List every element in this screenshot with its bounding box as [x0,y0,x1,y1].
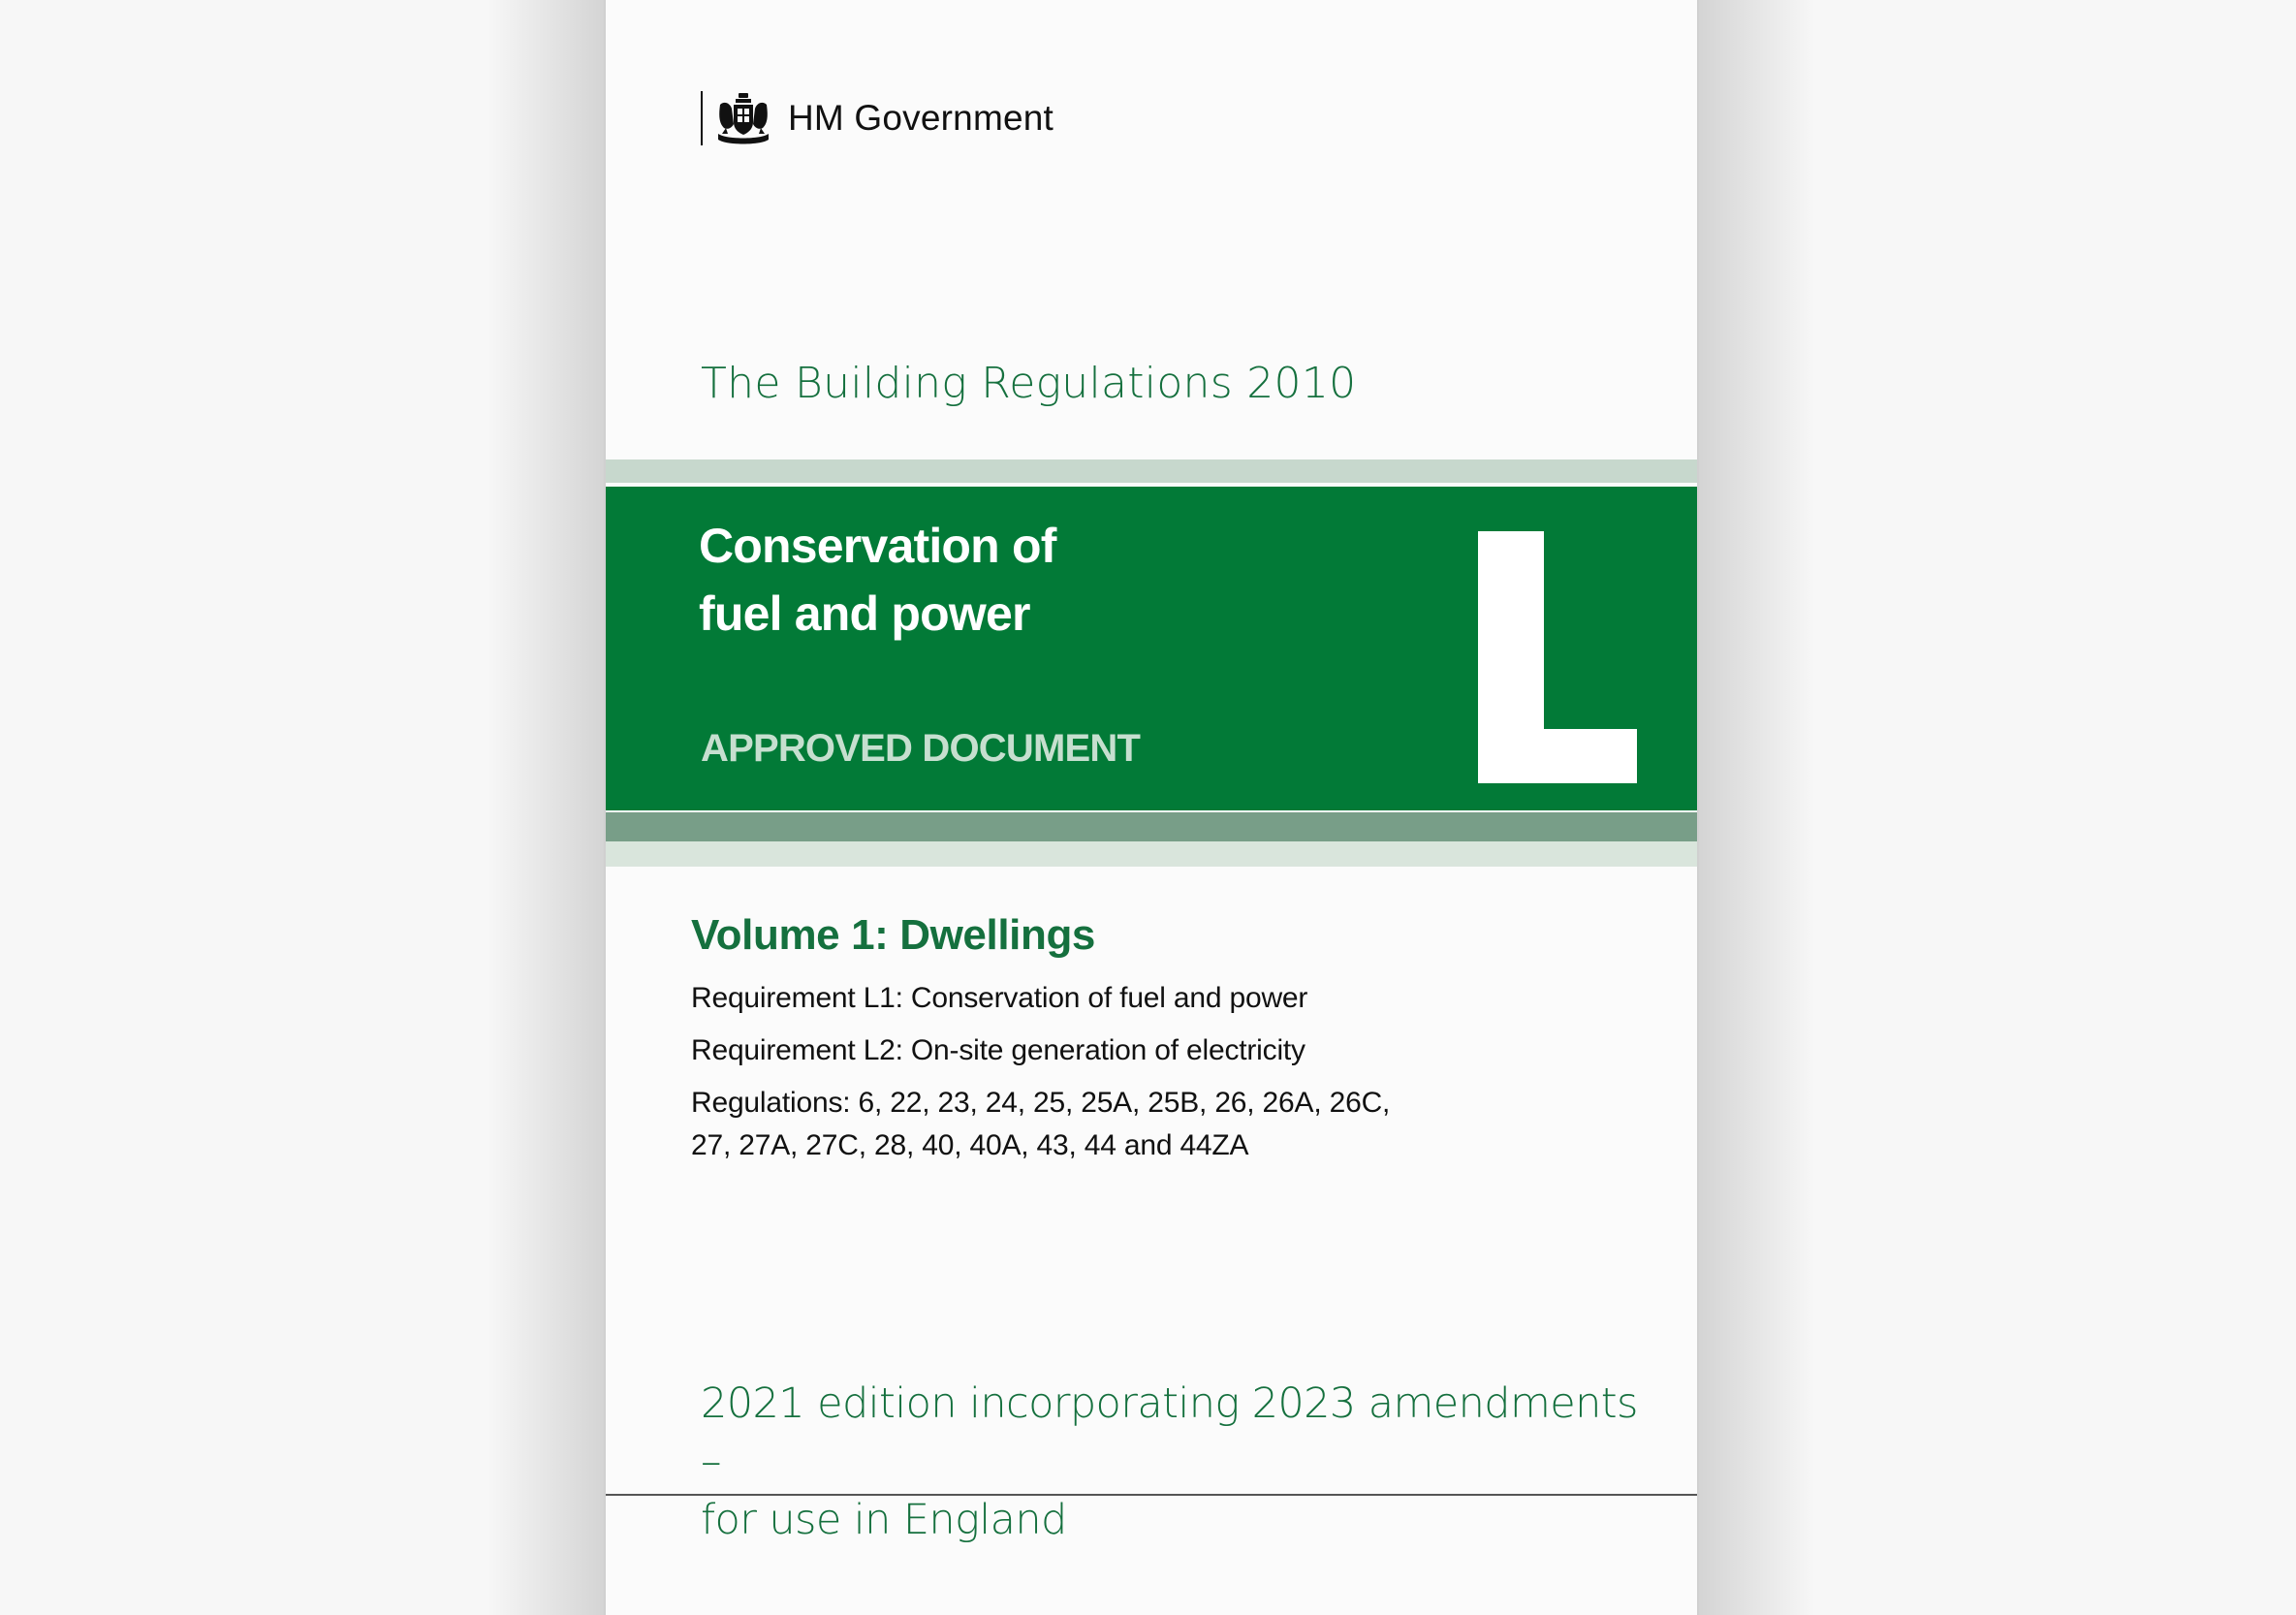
series-title: The Building Regulations 2010 [701,359,1357,408]
bottom-divider [606,1494,1697,1496]
part-letter-mark [1478,531,1637,783]
part-title [699,512,1056,648]
part-title-line: Conservation of [699,519,1056,573]
band-stripe-dark [606,812,1697,841]
band-stripe-top [606,459,1697,483]
document-type: APPROVED DOCUMENT [701,727,1141,770]
edition-line: for use in England [701,1496,1067,1544]
document-cover [604,0,1699,1615]
regulations-line: 27, 27A, 27C, 28, 40, 40A, 43, 44 and 44ZA [691,1129,1249,1161]
organisation-name: HM Government [788,98,1054,138]
page-shadow-right [1699,0,1815,1615]
volume-title: Volume 1: Dwellings [691,911,1095,959]
regulations-line: Regulations: 6, 22, 23, 24, 25, 25A, 25B, 26, 26A, 26C, [691,1087,1391,1119]
hm-government-logo [701,91,1054,145]
requirement-l2: Requirement L2: On-site generation of electricity [691,1034,1305,1066]
band-stripe-bottom [606,841,1697,867]
part-title-line: fuel and power [699,586,1030,641]
requirement-l1: Requirement L1: Conservation of fuel and power [691,982,1308,1014]
edition-note [701,1375,1670,1549]
page-shadow-left [488,0,604,1615]
logo-divider [701,91,703,145]
regulations-list [691,1082,1428,1167]
royal-coat-of-arms-icon [712,91,774,145]
edition-line: 2021 edition incorporating 2023 amendments – [701,1379,1638,1486]
